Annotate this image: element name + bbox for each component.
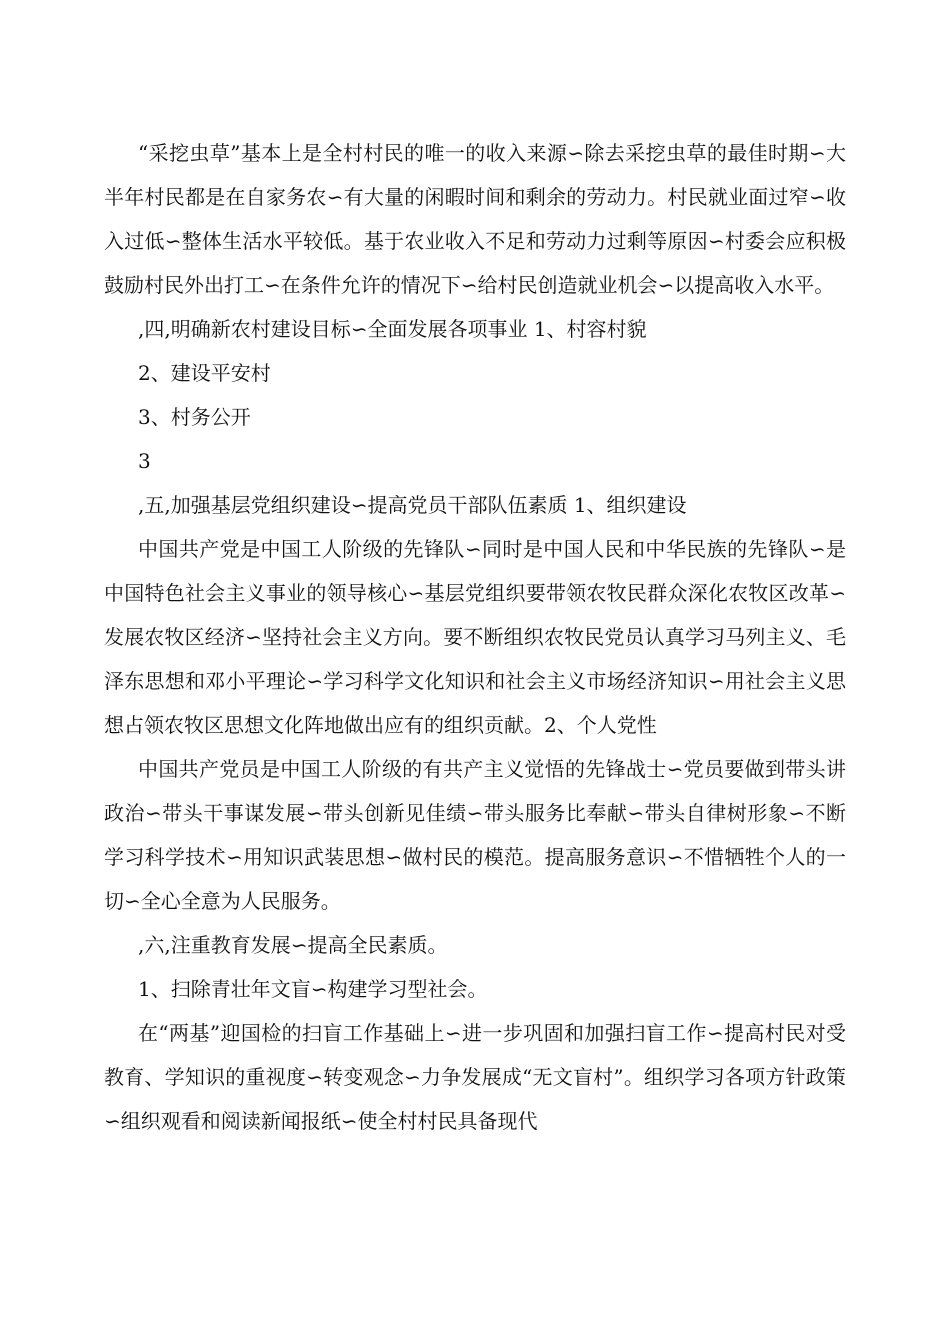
list-item-literacy: 1、扫除青壮年文盲∽构建学习型社会。 — [138, 977, 488, 1001]
paragraph-literacy-work: 在“两基”迎国检的扫盲工作基础上∽进一步巩固和加强扫盲工作∽提高村民对受教育、学知识的重视度∽转变观念∽力争发展成“无文盲村”。组织学习各项方针政策∽组织观看和阅读新闻报纸∽使全村村民具备现代 — [104, 1021, 846, 1133]
paragraph-party-organization: 中国共产党是中国工人阶级的先锋队∽同时是中国人民和中华民族的先锋队∽是中国特色社会主义事业的领导核心∽基层党组织要带领农牧民群众深化农牧区改革∽发展农牧区经济∽坚持社会主义方向。要不断组织农牧民党员认真学习马列主义、毛泽东思想和邓小平理论∽学习科学文化知识和社会主义市场经济知识∽用社会主义思想占领农牧区思想文化阵地做出应有的组织贡献。2、个人党性 — [104, 537, 846, 737]
heading-section-five: ,五,加强基层党组织建设∽提高党员干部队伍素质 1、组织建设 — [138, 493, 687, 517]
heading-section-six: ,六,注重教育发展∽提高全民素质。 — [138, 933, 448, 957]
page-number: 3 — [138, 449, 151, 473]
paragraph-cordyceps-income: “采挖虫草”基本上是全村村民的唯一的收入来源∽除去采挖虫草的最佳时期∽大半年村民都是在自家务农∽有大量的闲暇时间和剩余的劳动力。村民就业面过窄∽收入过低∽整体生活水平较低。基于农业收入不足和劳动力过剩等原因∽村委会应积极鼓励村民外出打工∽在条件允许的情况下∽给村民创造就业机会∽以提高收入水平。 — [104, 141, 846, 297]
heading-section-four: ,四,明确新农村建设目标∽全面发展各项事业 1、村容村貌 — [138, 317, 647, 341]
paragraph-party-member: 中国共产党员是中国工人阶级的有共产主义觉悟的先锋战士∽党员要做到带头讲政治∽带头干事谋发展∽带头创新见佳绩∽带头服务比奉献∽带头自律树形象∽不断学习科学技术∽用知识武装思想∽做村民的模范。提高服务意识∽不惜牺牲个人的一切∽全心全意为人民服务。 — [104, 757, 846, 913]
list-item-safe-village: 2、建设平安村 — [138, 361, 271, 385]
document-body — [104, 131, 846, 1143]
list-item-village-affairs: 3、村务公开 — [138, 405, 251, 429]
